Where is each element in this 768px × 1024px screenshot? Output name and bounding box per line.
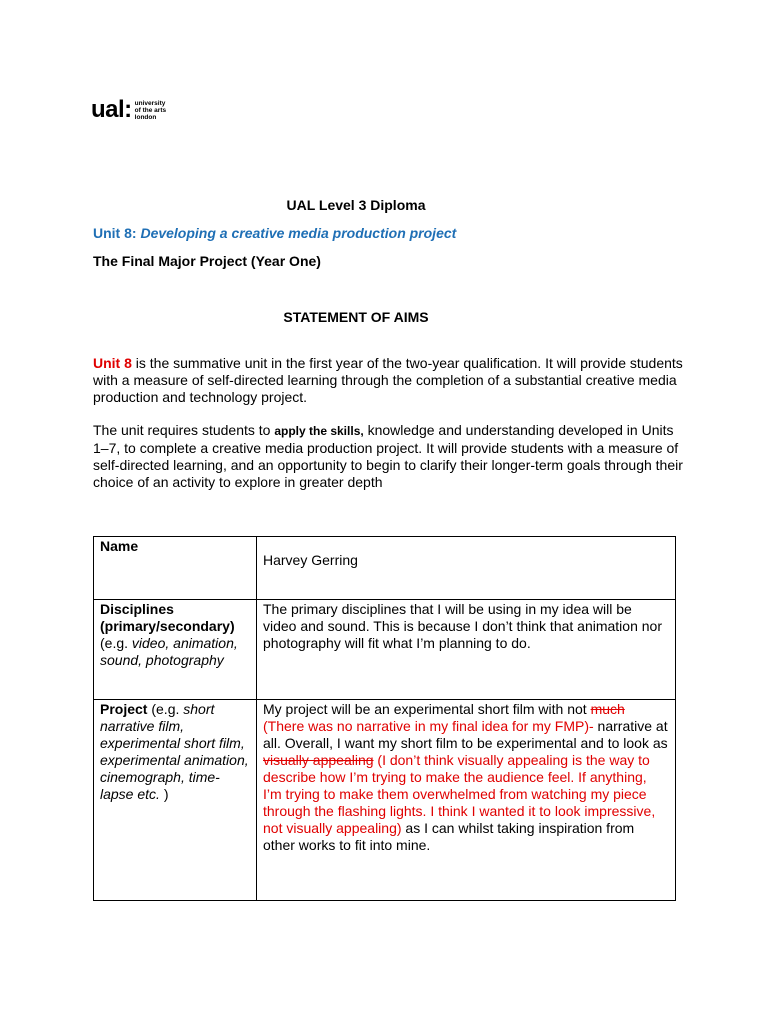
correction-note: (I don’t think visually appealing is the way to describe how I’m trying to make the audience feel. If anything, I’m trying to make them overwhelmed from watching my piece through the flashing lights. I think I wanted it to look impressive, not visually appealing) bbox=[263, 752, 656, 836]
table-row bbox=[94, 700, 676, 901]
unit-prefix: Unit 8: bbox=[93, 225, 137, 241]
unit-heading bbox=[93, 225, 456, 241]
aims-heading: STATEMENT OF AIMS bbox=[283, 309, 429, 325]
project-text: My project will be an experimental short film with not bbox=[263, 701, 591, 717]
aims-table bbox=[93, 536, 676, 901]
table-row bbox=[94, 600, 676, 700]
logo-sub-line: london bbox=[134, 113, 157, 121]
disciplines-value-cell bbox=[257, 600, 676, 700]
project-label-cell bbox=[94, 700, 257, 901]
project-eg-open: (e.g. bbox=[147, 701, 184, 717]
correction-note: (There was no narrative in my final idea for my FMP)- bbox=[263, 718, 594, 734]
logo-sub-line: university bbox=[134, 99, 166, 107]
struck-text: much bbox=[590, 701, 625, 717]
name-value: Harvey Gerring bbox=[263, 552, 358, 568]
logo-subtitle bbox=[135, 100, 166, 121]
disciplines-label: Disciplines (primary/secondary) bbox=[100, 601, 235, 634]
disciplines-label-cell bbox=[94, 600, 257, 700]
ual-logo bbox=[91, 98, 166, 122]
req-text-after: knowledge and understanding developed in Units 1–7, to complete a creative media production project. It will provide students with a measure of self-directed learning, and an opportunity to begin to clarify their longer-term goals through their choice of an activity to explore in greater depth bbox=[93, 422, 683, 490]
name-label: Name bbox=[100, 538, 139, 554]
name-value-cell bbox=[257, 537, 676, 600]
intro-paragraph bbox=[93, 355, 683, 406]
project-label: Project bbox=[100, 701, 148, 717]
logo-sub-line: of the arts bbox=[134, 106, 167, 114]
name-label-cell bbox=[94, 537, 257, 600]
disciplines-value: The primary disciplines that I will be using in my idea will be video and sound. This is because I don’t think that animation nor photography will fit what I’m planning to do. bbox=[263, 601, 662, 651]
project-text: as I can whilst taking inspiration from other works to fit into mine. bbox=[263, 820, 635, 853]
skills-highlight: apply the skills, bbox=[274, 424, 364, 438]
project-eg-close: ) bbox=[159, 786, 169, 802]
struck-text: visually appealing bbox=[263, 752, 374, 768]
project-text: narrative at all. Overall, I want my short film to be experimental and to look as bbox=[263, 718, 668, 751]
table-row bbox=[94, 537, 676, 600]
disciplines-eg-open: (e.g. bbox=[100, 635, 132, 651]
project-eg: short narrative film, experimental short film, experimental animation, cinemograph, time-lapse etc. bbox=[100, 701, 249, 802]
disciplines-eg: video, animation, sound, photography bbox=[100, 635, 238, 668]
unit-name: Developing a creative media production project bbox=[140, 225, 457, 241]
unit-highlight: Unit 8 bbox=[93, 355, 132, 371]
logo-mark: ual: bbox=[91, 96, 132, 123]
requirements-paragraph bbox=[93, 422, 683, 491]
project-value-cell bbox=[257, 700, 676, 901]
fmp-heading: The Final Major Project (Year One) bbox=[93, 253, 321, 269]
document-title: UAL Level 3 Diploma bbox=[286, 197, 426, 213]
intro-text: is the summative unit in the first year of the two-year qualification. It will provide students with a measure of self-directed learning through the completion of a substantial creative media production and technology project. bbox=[93, 355, 683, 405]
req-text-before: The unit requires students to bbox=[93, 422, 275, 438]
